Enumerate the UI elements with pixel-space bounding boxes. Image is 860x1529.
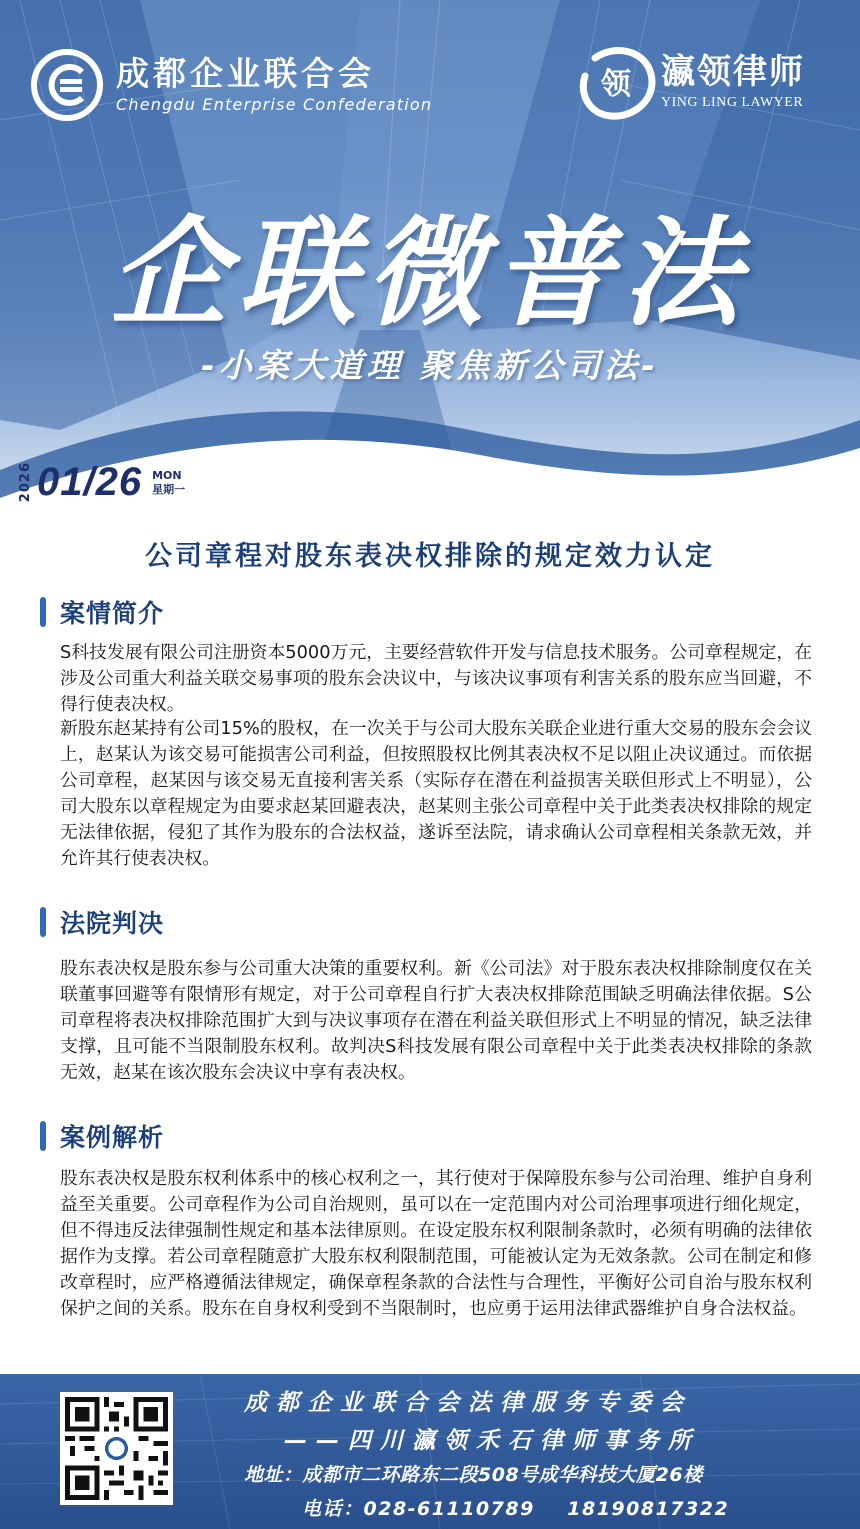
footer-committee: 成都企业联合会法律服务专委会 [244,1390,692,1416]
date-month-day: 01/26 [37,460,143,504]
date-block [18,460,185,505]
qr-code-icon [65,1397,168,1500]
main-title: 企联微普法 [109,203,750,342]
section-heading-text: 案例解析 [60,1123,165,1152]
heading-accent-bar [40,907,46,937]
confederation-logo-icon [30,48,104,122]
org-right-english-name: YING LING LAWYER [661,95,804,110]
brush-circle-logo-icon [575,40,657,122]
footer-phone: 电话：028-61110789 18190817322 [302,1498,730,1520]
heading-accent-bar [40,597,46,627]
footer-address: 地址：成都市二环路东二段508号成华科技大厦26楼 [244,1464,703,1486]
section-heading-case-summary [40,594,164,630]
date-year: 2026 [18,462,33,503]
footer-banner [0,1374,860,1529]
logo-mark-char: 领 [601,67,631,102]
section-paragraph: 股东表决权是股东权利体系中的核心权利之一，其行使对于保障股东参与公司治理、维护自身利益至关重要。公司章程作为公司自治规则，虽可以在一定范围内对公司治理事项进行细化规定，但不得违反法律强制性规定和基本法律原则。在设定股东权利限制条款时，必须有明确的法律依据作为支撑。若公司章程随意扩大股东权利限制范围，可能被认定为无效条款。公司在制定和修改章程时，应严格遵循法律规定，确保章程条款的合法性与合理性，平衡好公司自治与股东权利保护之间的关系。股东在自身权利受到不当限制时，也应勇于运用法律武器维护自身合法权益。 [60,1168,812,1319]
header-banner [0,0,860,520]
org-left-name: 成都企业联合会 [116,54,375,93]
section-heading-court-ruling [40,904,164,940]
section-paragraph: 股东表决权是股东参与公司重大决策的重要权利。新《公司法》对于股东表决权排除制度仅在关联董事回避等有限情形有规定，对于公司章程自行扩大表决权排除范围缺乏明确法律依据。S公司章程将表决权排除范围扩大到与决议事项存在潜在利益关联但形式上不明显的情况，缺乏法律支撑，且可能不当限制股东权利。故判决S科技发展有限公司章程中关于此类表决权排除的条款无效，赵某在该次股东会决议中享有表决权。 [60,958,812,1083]
section-heading-text: 案情简介 [60,599,165,628]
org-right-name: 瀛领律师 [661,52,805,92]
qr-code[interactable] [60,1392,173,1505]
footer-law-firm: ——四川瀛领禾石律师事务所 [284,1428,700,1454]
date-weekday-en: MON [152,468,182,482]
chengdu-confederation-logo [30,48,432,122]
heading-accent-bar [40,1121,46,1151]
section-paragraph: 新股东赵某持有公司15%的股权，在一次关于与公司大股东关联企业进行重大交易的股东会会议上，赵某认为该交易可能损害公司利益，但按照股权比例其表决权不足以阻止决议通过。而依据公司章程，赵某因与该交易无直接利害关系（实际存在潜在利益损害关联但形式上不明显），公司大股东以章程规定为由要求赵某回避表决，赵某则主张公司章程中关于此类表决权排除的规定无法律依据，侵犯了其作为股东的合法权益，遂诉至法院，请求确认公司章程相关条款无效，并允许其行使表决权。 [60,718,812,869]
section-heading-case-analysis [40,1118,164,1154]
org-left-english-name: Chengdu Enterprise Confederation [116,95,433,114]
section-paragraph: S科技发展有限公司注册资本5000万元，主要经营软件开发与信息技术服务。公司章程规定，在涉及公司重大利益关联交易事项的股东会决议中，与该决议事项有利害关系的股东应当回避，不得行使表决权。 [60,642,812,715]
date-weekday-cn: 星期一 [152,482,186,496]
yingling-lawyer-logo [575,40,805,122]
article-title: 公司章程对股东表决权排除的规定效力认定 [145,541,715,572]
section-heading-text: 法院判决 [60,909,165,938]
subtitle: -小案大道理 聚焦新公司法- [201,346,659,385]
